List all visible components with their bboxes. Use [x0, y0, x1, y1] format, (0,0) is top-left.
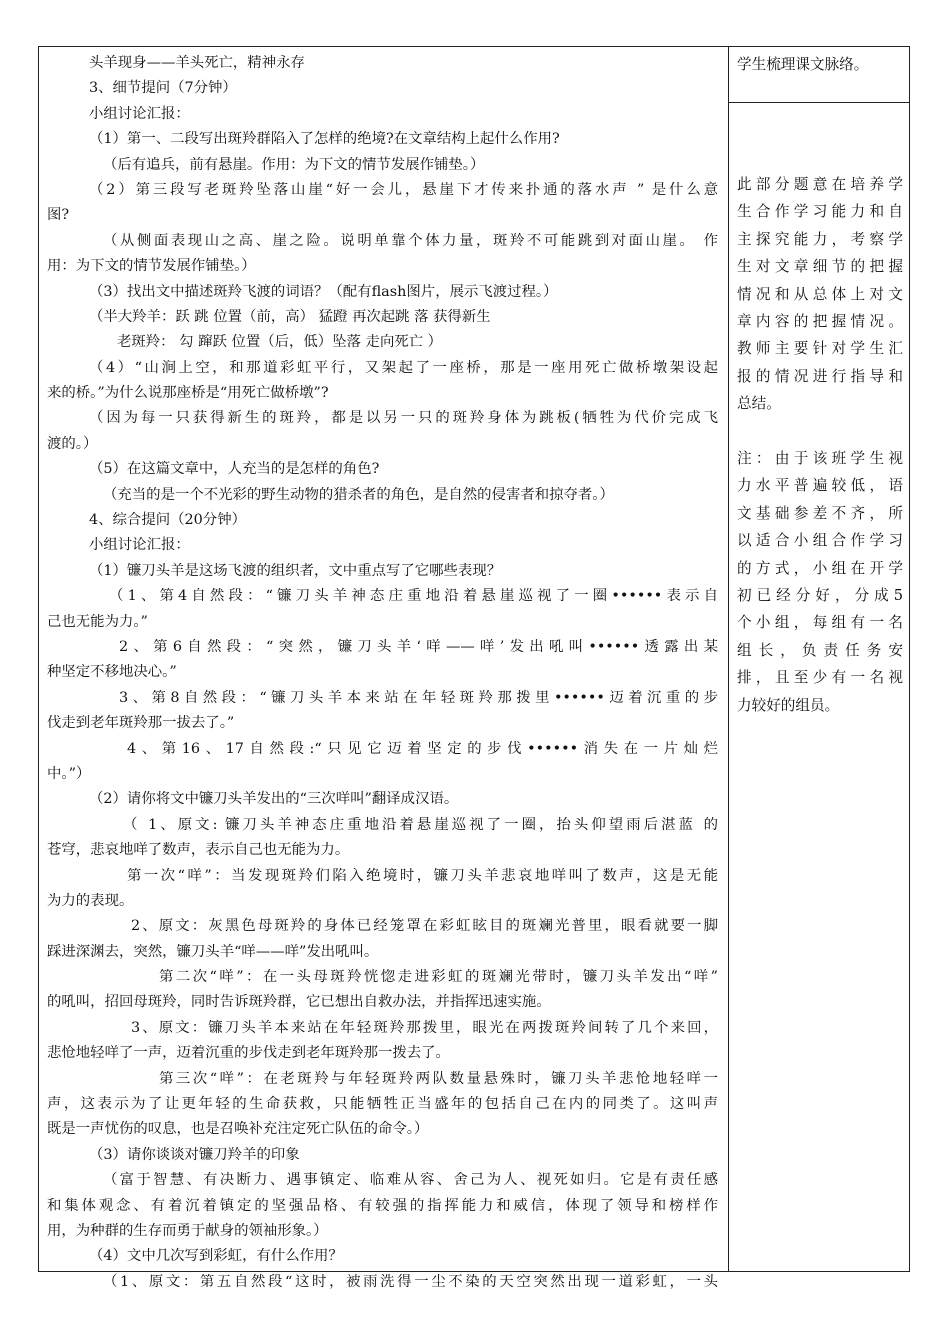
content-line: （ 1、原文: 镰刀头羊神态庄重地沿着悬崖巡视了一圈，抬头仰望雨后湛蓝 的 — [123, 816, 718, 833]
content-line: 第三次“咩”：在老斑羚与年轻斑羚两队数量悬殊时，镰刀头羊悲怆地轻咩一 — [159, 1070, 718, 1087]
content-line: （半大羚羊：跃 跳 位置（前，高） 猛蹬 再次起跳 落 获得新生 — [89, 308, 491, 325]
side-summary-text: 学生梳理课文脉络。 — [737, 56, 869, 73]
side-design-intent — [737, 171, 903, 418]
teaching-content-column — [39, 47, 729, 1290]
content-line: 4、第16、17自然段:“只见它迈着坚定的步伐••••••消失在一片灿烂 — [127, 740, 718, 757]
content-line: （1）镰刀头羊是这场飞渡的组织者，文中重点写了它哪些表现？ — [89, 562, 502, 579]
content-line: 小组讨论汇报： — [89, 105, 190, 122]
design-intent-line: 教师主要针对学生汇 — [737, 340, 903, 358]
content-line: （因为每一只获得新生的斑羚，都是以另一只的斑羚身体为跳板(牺牲为代价完成飞 — [89, 410, 718, 427]
content-line: （1、原文：第五自然段“这时，被雨洗得一尘不染的天空突然出现一道彩虹，一头 — [103, 1273, 718, 1290]
content-line: 3、原文：镰刀头羊本来站在年轻斑羚那拨里，眼光在两拨斑羚间转了几个来回， — [131, 1019, 718, 1036]
content-line: 小组讨论汇报： — [89, 537, 190, 554]
design-notes-column — [729, 47, 909, 1271]
content-line: 声，这表示为了让更年轻的生命获救，只能牺牲正当盛年的包括自己在内的同类了。这叫声 — [47, 1096, 718, 1113]
content-line: （充当的是一个不光彩的野生动物的猎杀者的角色，是自然的侵害者和掠夺者。） — [103, 486, 614, 503]
note-line: 初已经分好，分成5 — [737, 586, 903, 604]
content-line: 伐走到老年斑羚那一拔去了。” — [47, 715, 235, 732]
design-intent-line: 主探究能力，考察学 — [737, 230, 903, 248]
content-line: （3）请你谈谈对镰刀羚羊的印象 — [89, 1146, 300, 1163]
content-line: 用：为下文的情节发展作铺垫。） — [47, 258, 256, 275]
content-line: 的吼叫，招回母斑羚，同时告诉斑羚群，它已想出自救办法，并指挥迅速实施。 — [47, 994, 551, 1011]
content-line: （富于智慧、有决断力、遇事镇定、临难从容、舍己为人、视死如归。它是有责任感 — [103, 1172, 718, 1189]
design-intent-line: 报的情况进行指导和 — [737, 367, 903, 385]
content-line: 第二次“咩”：在一头母斑羚恍惚走进彩虹的斑斓光带时，镰刀头羊发出“咩” — [159, 969, 718, 986]
content-line: （1）第一、二段写出斑羚群陷入了怎样的绝境?在文章结构上起什么作用? — [89, 131, 560, 148]
note-line: 以适合小组合作学习 — [737, 532, 903, 550]
content-line: （5）在这篇文章中，人充当的是怎样的角色? — [89, 461, 380, 478]
content-line: 4、综合提问（20分钟） — [89, 512, 246, 529]
content-line: 2、第6自然段：“突然，镰刀头羊‘咩——咩’发出吼叫••••••透露出某 — [119, 638, 718, 655]
content-line: 第一次“咩”：当发现斑羚们陷入绝境时，镰刀头羊悲哀地咩叫了数声，这是无能 — [127, 867, 718, 884]
content-line: 种坚定不移地决心。” — [47, 664, 177, 681]
content-line: 悲怆地轻咩了一声，迈着沉重的步伐走到老年斑羚那一拨去了。 — [47, 1045, 450, 1062]
content-line: 苍穹，悲哀地咩了数声，表示自己也无能为力。 — [47, 842, 350, 859]
note-line: 的方式，小组在开学 — [737, 559, 903, 577]
content-line: 用，为种群的生存而勇于献身的领袖形象。） — [47, 1222, 328, 1239]
content-line: 踩进深渊去，突然，镰刀头羊“咩——咩”发出吼叫。 — [47, 943, 379, 960]
content-line: 老斑羚： 勾 蹿跃 位置（后，低）坠落 走向死亡 ） — [117, 334, 443, 351]
content-line: 3、细节提问（7分钟） — [89, 80, 237, 97]
note-line: 力较好的组员。 — [737, 696, 840, 714]
content-line: 3、第8自然段：“镰刀头羊本来站在年轻斑羚那拨里••••••迈着沉重的步 — [119, 689, 718, 706]
content-line: 既是一声忧伤的叹息，也是召唤补充注定死亡队伍的命令。） — [47, 1121, 429, 1138]
note-line: 个小组，每组有一名 — [737, 614, 903, 632]
design-intent-line: 生对文章细节的把握 — [737, 258, 903, 276]
content-line: 2、原文：灰黑色母斑羚的身体已经笼罩在彩虹眩目的斑斓光普里，眼看就要一脚 — [131, 918, 718, 935]
content-line: （4）“山涧上空，和那道彩虹平行，又架起了一座桥，那是一座用死亡做桥墩架设起 — [89, 359, 718, 376]
side-note — [737, 445, 903, 719]
content-line: （从侧面表现山之高、崖之险。说明单靠个体力量，斑羚不可能跳到对面山崖。 作 — [103, 232, 718, 249]
content-line: （4）文中几次写到彩虹，有什么作用？ — [89, 1248, 343, 1265]
note-line: 注：由于该班学生视 — [737, 450, 903, 467]
content-line: 和集体观念、有着沉着镇定的坚强品格、有较强的指挥能力和威信，体现了领导和榜样作 — [47, 1197, 718, 1214]
note-line: 文基础参差不齐，所 — [737, 504, 903, 522]
design-intent-line: 生合作学习能力和自 — [737, 203, 903, 221]
design-intent-line: 总结。 — [737, 395, 781, 413]
design-intent-line: 情况和从总体上对文 — [737, 285, 903, 303]
note-line: 排，且至少有一名视 — [737, 669, 903, 687]
content-line: 己也无能为力。” — [47, 613, 148, 630]
lesson-plan-table — [38, 46, 910, 1290]
content-line: 渡的。） — [47, 435, 98, 452]
design-intent-line: 章内容的把握情况。 — [737, 312, 903, 330]
content-line: 为力的表现。 — [47, 892, 134, 909]
content-line: 来的桥。”为什么说那座桥是“用死亡做桥墩”? — [47, 385, 329, 402]
content-line: 图? — [47, 207, 70, 224]
content-line: （后有追兵，前有悬崖。作用：为下文的情节发展作铺垫。） — [103, 156, 485, 173]
content-line: （2）第三段写老斑羚坠落山崖“好一会儿，悬崖下才传来扑通的落水声 ” 是什么意 — [89, 181, 718, 198]
content-line: 中。”） — [47, 765, 91, 782]
content-line: （2）请你将文中镰刀头羊发出的“三次咩叫”翻译成汉语。 — [89, 791, 459, 808]
note-line: 力水平普遍较低，语 — [737, 477, 903, 495]
cell-divider — [729, 102, 909, 103]
content-line: 头羊现身——羊头死亡，精神永存 — [89, 55, 305, 71]
design-intent-line: 此部分题意在培养学 — [737, 176, 903, 193]
content-line: （3）找出文中描述斑羚飞渡的词语？（配有flash图片，展示飞渡过程。） — [89, 283, 558, 300]
note-line: 组长，负责任务安 — [737, 641, 903, 659]
side-summary-cell — [737, 51, 903, 78]
content-line: （1、第4自然段：“镰刀头羊神态庄重地沿着悬崖巡视了一圈••••••表示自 — [109, 588, 718, 605]
